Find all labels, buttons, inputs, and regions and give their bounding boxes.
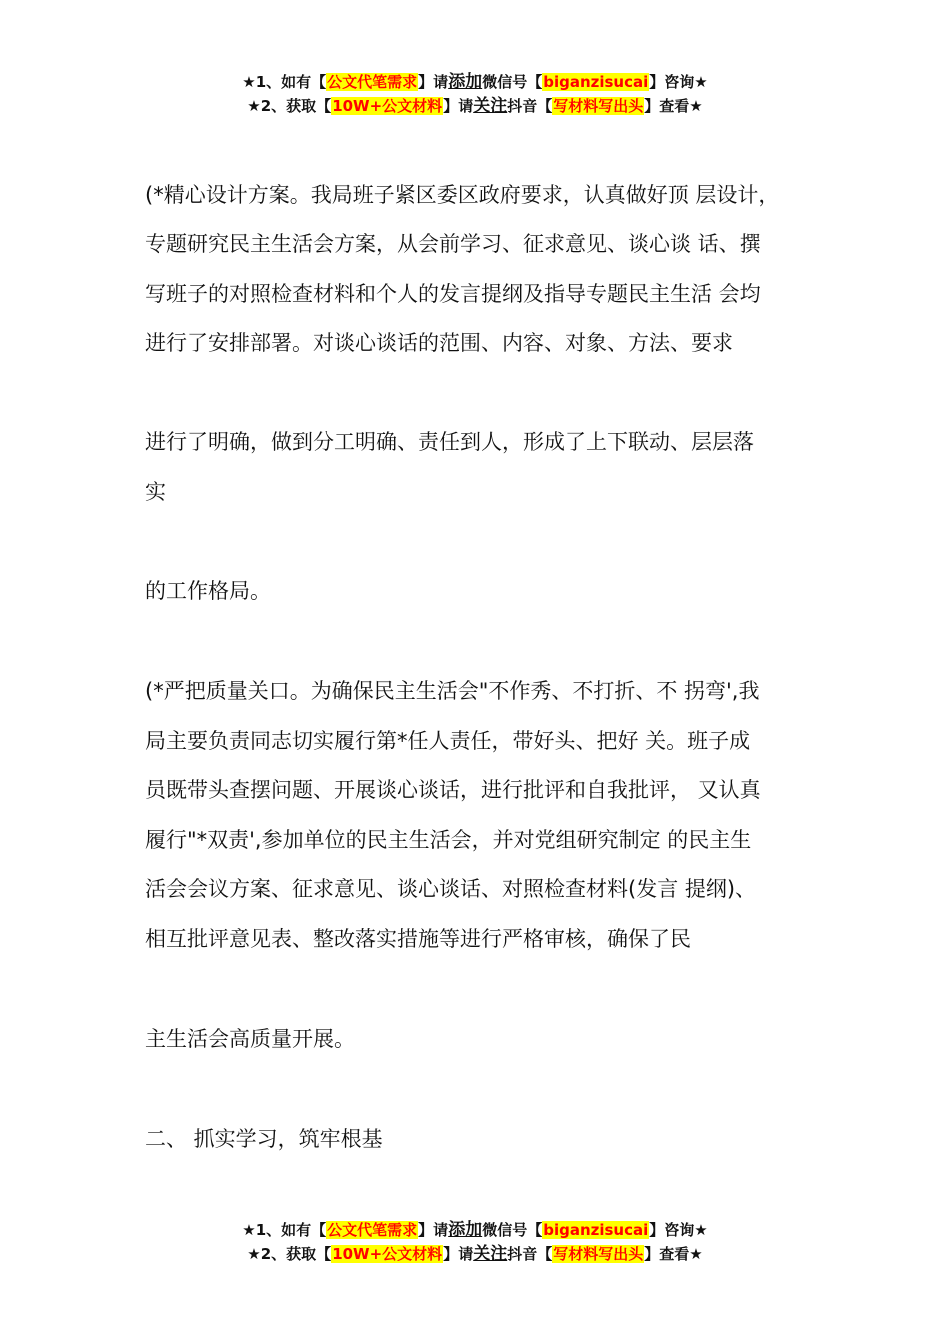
promo-line-2 (0, 94, 950, 118)
promo-underlined: 添加 (448, 1220, 483, 1240)
promo-text: 】请 (443, 1245, 474, 1263)
promo-text: 抖音【 (507, 97, 553, 115)
footer-promo-banner (0, 1218, 950, 1266)
promo-underlined: 关注 (473, 1244, 508, 1264)
promo-text: 】咨询★ (649, 73, 708, 91)
body-line: 活会会议方案、征求意见、谈心谈话、对照检查材料(发言 提纲)、 (145, 877, 757, 901)
promo-douyin-account: 写材料写出头 (553, 1245, 644, 1263)
body-line: 写班子的对照检查材料和个人的发言提纲及指导专题民主生活 会均 (145, 282, 761, 306)
promo-wechat-id: biganzisucai (543, 73, 649, 91)
section-heading: 二、 抓实学习，筑牢根基 (145, 1127, 383, 1151)
promo-highlight: 10W+公文材料 (332, 1245, 443, 1263)
promo-highlight: 公文代笔需求 (327, 1221, 418, 1239)
body-line: 履行"*双责',参加单位的民主生活会，并对党组研究制定 的民主生 (145, 828, 752, 852)
promo-line-2 (0, 1242, 950, 1266)
promo-underlined: 关注 (473, 96, 508, 116)
promo-text: 】请 (418, 1221, 449, 1239)
promo-text: ★2、获取【 (247, 1245, 332, 1263)
body-line: (*精心设计方案。我局班子紧区委区政府要求，认真做好顶 层设计， (145, 183, 780, 207)
promo-text: 】查看★ (644, 1245, 703, 1263)
promo-text: 抖音【 (507, 1245, 553, 1263)
promo-text: 】请 (443, 97, 474, 115)
body-line: 进行了安排部署。对谈心谈话的范围、内容、对象、方法、要求 (145, 331, 733, 355)
body-line: 进行了明确，做到分工明确、责任到人，形成了上下联动、层层落 (145, 430, 754, 454)
promo-douyin-account: 写材料写出头 (553, 97, 644, 115)
promo-text: 】请 (418, 73, 449, 91)
body-line: (*严把质量关口。为确保民主生活会"不作秀、不打折、不 拐弯',我 (145, 679, 760, 703)
body-line: 主生活会高质量开展。 (145, 1027, 355, 1051)
promo-text: 微信号【 (482, 1221, 543, 1239)
promo-line-1 (0, 1218, 950, 1242)
promo-text: 】咨询★ (649, 1221, 708, 1239)
body-line: 实 (145, 480, 166, 504)
body-line: 局主要负责同志切实履行第*任人责任，带好头、把好 关。班子成 (145, 729, 751, 753)
header-promo-banner (0, 70, 950, 118)
promo-text: ★1、如有【 (242, 1221, 327, 1239)
promo-wechat-id: biganzisucai (543, 1221, 649, 1239)
body-line: 员既带头查摆问题、开展谈心谈话，进行批评和自我批评， 又认真 (145, 778, 761, 802)
promo-highlight: 公文代笔需求 (327, 73, 418, 91)
promo-line-1 (0, 70, 950, 94)
promo-text: ★1、如有【 (242, 73, 327, 91)
body-line: 相互批评意见表、整改落实措施等进行严格审核，确保了民 (145, 927, 691, 951)
promo-underlined: 添加 (448, 72, 483, 92)
body-line: 的工作格局。 (145, 579, 271, 603)
promo-text: 】查看★ (644, 97, 703, 115)
body-line: 专题研究民主生活会方案，从会前学习、征求意见、谈心谈 话、撰 (145, 232, 761, 256)
promo-highlight: 10W+公文材料 (332, 97, 443, 115)
promo-text: ★2、获取【 (247, 97, 332, 115)
promo-text: 微信号【 (482, 73, 543, 91)
